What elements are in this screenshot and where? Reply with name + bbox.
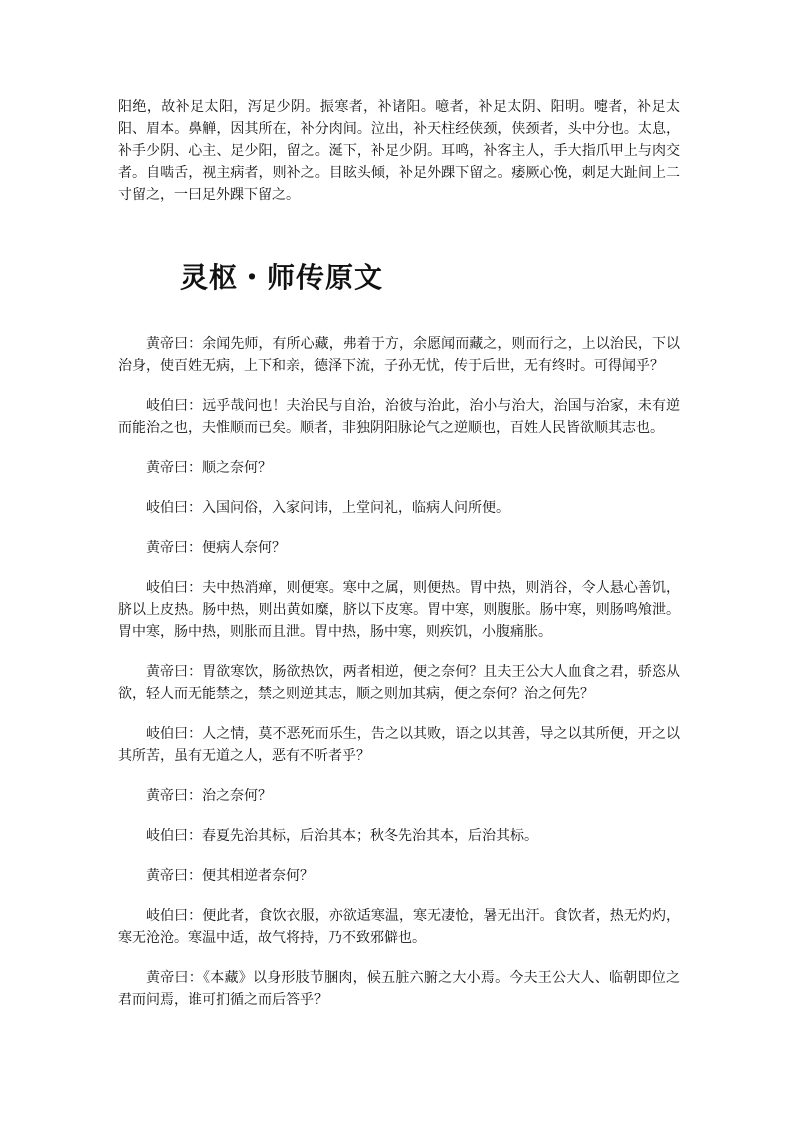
dialogue-paragraph-6: 岐伯曰：夫中热消瘅，则便寒。寒中之属，则便热。胃中热，则消谷，令人悬心善饥，脐以上皮热。肠中热，则出黄如糜，脐以下皮寒。胃中寒，则腹胀。肠中寒，则肠鸣飧泄。胃中寒，肠中热，则胀而且泄。胃中热，肠中寒，则疾饥，小腹痛胀。: [118, 580, 680, 640]
document-page: [118, 96, 680, 1029]
dialogue-paragraph-4: 岐伯曰：入国问俗，入家问讳，上堂问礼，临病人问所便。: [146, 500, 510, 516]
dialogue-section: [118, 333, 680, 1011]
dialogue-paragraph-12: 岐伯曰：便此者，食饮衣服，亦欲适寒温，寒无凄怆，暑无出汗。食饮者，热无灼灼，寒无沧沧。寒温中适，故气将持，乃不致邪僻也。: [118, 908, 680, 946]
dialogue-paragraph-13: 黄帝曰：《本藏》以身形肢节䐃肉，候五脏六腑之大小焉。今夫王公大人、临朝即位之君而问焉，谁可扪循之而后答乎？: [118, 970, 680, 1008]
dialogue-paragraph-7: 黄帝曰：胃欲寒饮，肠欲热饮，两者相逆，便之奈何？且夫王公大人血食之君，骄恣从欲，轻人而无能禁之，禁之则逆其志，顺之则加其病，便之奈何？治之何先？: [118, 664, 680, 702]
dialogue-paragraph-10: 岐伯曰：春夏先治其标，后治其本；秋冬先治其本，后治其标。: [146, 828, 538, 844]
dialogue-paragraph-11: 黄帝曰：便其相逆者奈何？: [146, 868, 314, 884]
dialogue-paragraph-9: 黄帝曰：治之奈何？: [146, 788, 272, 804]
dialogue-paragraph-2: 岐伯曰：远乎哉问也！夫治民与自治，治彼与治此，治小与治大，治国与治家，未有逆而能治之也，夫惟顺而已矣。顺者，非独阴阳脉论气之逆顺也，百姓人民皆欲顺其志也。: [118, 398, 680, 436]
dialogue-paragraph-3: 黄帝曰：顺之奈何？: [146, 460, 272, 476]
intro-paragraph: 阳绝，故补足太阳，泻足少阴。振寒者，补诸阳。噫者，补足太阴、阳明。嚏者，补足太阳、眉本。鼻觯，因其所在，补分肉间。泣出，补天柱经侠颈，侠颈者，头中分也。太息，补手少阴、心主、足少阳，留之。涎下，补足少阴。耳鸣，补客主人，手大指爪甲上与肉交者。自啮舌，视主病者，则补之。目眩头倾，补足外踝下留之。痿厥心悗，刺足大趾间上二寸留之，一曰足外踝下留之。: [118, 99, 680, 203]
dialogue-paragraph-5: 黄帝曰：便病人奈何？: [146, 540, 286, 556]
dialogue-paragraph-8: 岐伯曰：人之情，莫不恶死而乐生，告之以其败，语之以其善，导之以其所便，开之以其所苦，虽有无道之人，恶有不听者乎？: [118, 726, 680, 764]
dialogue-paragraph-1: 黄帝曰：余闻先师，有所心藏，弗着于方，余愿闻而藏之，则而行之，上以治民，下以治身，使百姓无病，上下和亲，德泽下流，子孙无忧，传于后世，无有终时。可得闻乎？: [118, 336, 680, 374]
section-title: 灵枢・师传原文: [180, 261, 384, 294]
